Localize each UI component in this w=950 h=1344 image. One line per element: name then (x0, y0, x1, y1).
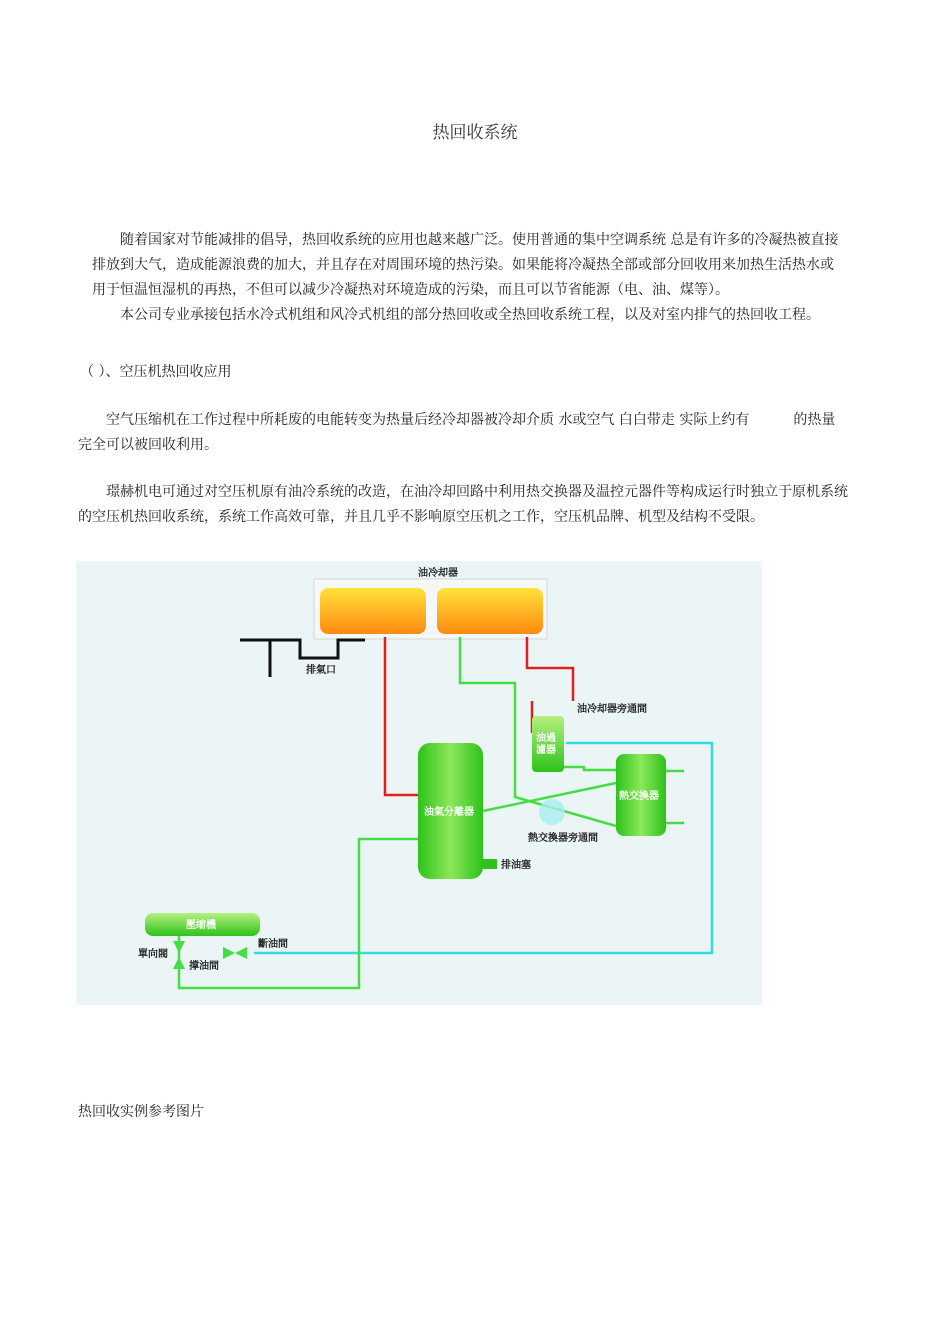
company-paragraph: 本公司专业承接包括水冷式机组和风冷式机组的部分热回收或全热回收系统工程，以及对室内排气的热回收工程。 (120, 307, 820, 323)
label-oil-separator: 油氣分離器 (424, 807, 474, 818)
label-check-valve: 單向閥 (138, 949, 168, 960)
oil-cooler-left (320, 588, 426, 634)
label-oil-filter-1: 油過 (536, 733, 556, 744)
compressor-line-1b: 的热量 (793, 412, 836, 428)
label-heat-exchanger: 熱交換器 (619, 791, 659, 802)
stop-valve-icon (223, 947, 247, 959)
label-compressor: 壓缩機 (186, 920, 216, 931)
page-title: 热回收系统 (432, 123, 518, 143)
compressor-line-1 (78, 408, 878, 433)
check-valve-icon (173, 941, 185, 953)
label-exhaust: 排氣口 (306, 665, 336, 676)
label-hx-bypass: 熱交換器旁通間 (528, 833, 598, 844)
hx-bypass-valve (539, 799, 565, 825)
solution-paragraph (78, 480, 878, 530)
diagram-svg (76, 561, 762, 1005)
drain-plug (483, 859, 497, 869)
section-heading: （ ）、空压机热回收应用 (80, 364, 232, 380)
label-stop-valve: 斷油間 (258, 939, 288, 950)
label-oil-filter-2: 濾器 (536, 745, 556, 756)
intro-paragraph (92, 228, 872, 303)
label-oil-valve: 撑油間 (189, 961, 219, 972)
solution-line-2: 的空压机热回收系统，系统工作高效可靠，并且几乎不影响原空压机之工作，空压机品牌、机型及结构不受限。 (78, 509, 764, 525)
oil-valve-icon (173, 957, 185, 969)
intro-line-1: 随着国家对节能减排的倡导，热回收系统的应用也越来越广泛。使用普通的集中空调系统 总是有许多的冷凝热被直接 (120, 232, 839, 248)
hot-line-separator (385, 637, 418, 795)
intro-line-3: 用于恒温恒湿机的再热，不但可以减少冷凝热对环境造成的污染，而且可以节省能源（电、油、煤等）。 (92, 282, 729, 298)
label-drain: 排油塞 (501, 860, 531, 871)
caption: 热回收实例参考图片 (78, 1104, 204, 1120)
solution-line-1: 璟赫机电可通过对空压机原有油冷系统的改造，在油冷却回路中利用热交换器及温控元器件等构成运行时独立于原机系统 (106, 484, 848, 500)
label-oil-cooler-bypass: 油冷却器旁通間 (577, 704, 647, 715)
compressor-line-1a: 空气压缩机在工作过程中所耗废的电能转变为热量后经冷却器被冷却介质 水或空气 白白带走 实际上约有 (106, 412, 750, 428)
label-oil-cooler: 油冷却器 (418, 568, 458, 579)
oil-cooler-right (437, 588, 543, 634)
oil-filter (532, 716, 564, 772)
heat-recovery-diagram (76, 561, 762, 1005)
compressor-line-2: 完全可以被回收利用。 (78, 437, 218, 453)
compressor-paragraph (78, 408, 878, 458)
hot-line-bypass (527, 637, 573, 701)
exhaust-pipe (240, 640, 365, 658)
intro-line-2: 排放到大气，造成能源浪费的加大，并且存在对周围环境的热污染。如果能将冷凝热全部或部分回收用来加热生活热水或 (92, 257, 834, 273)
